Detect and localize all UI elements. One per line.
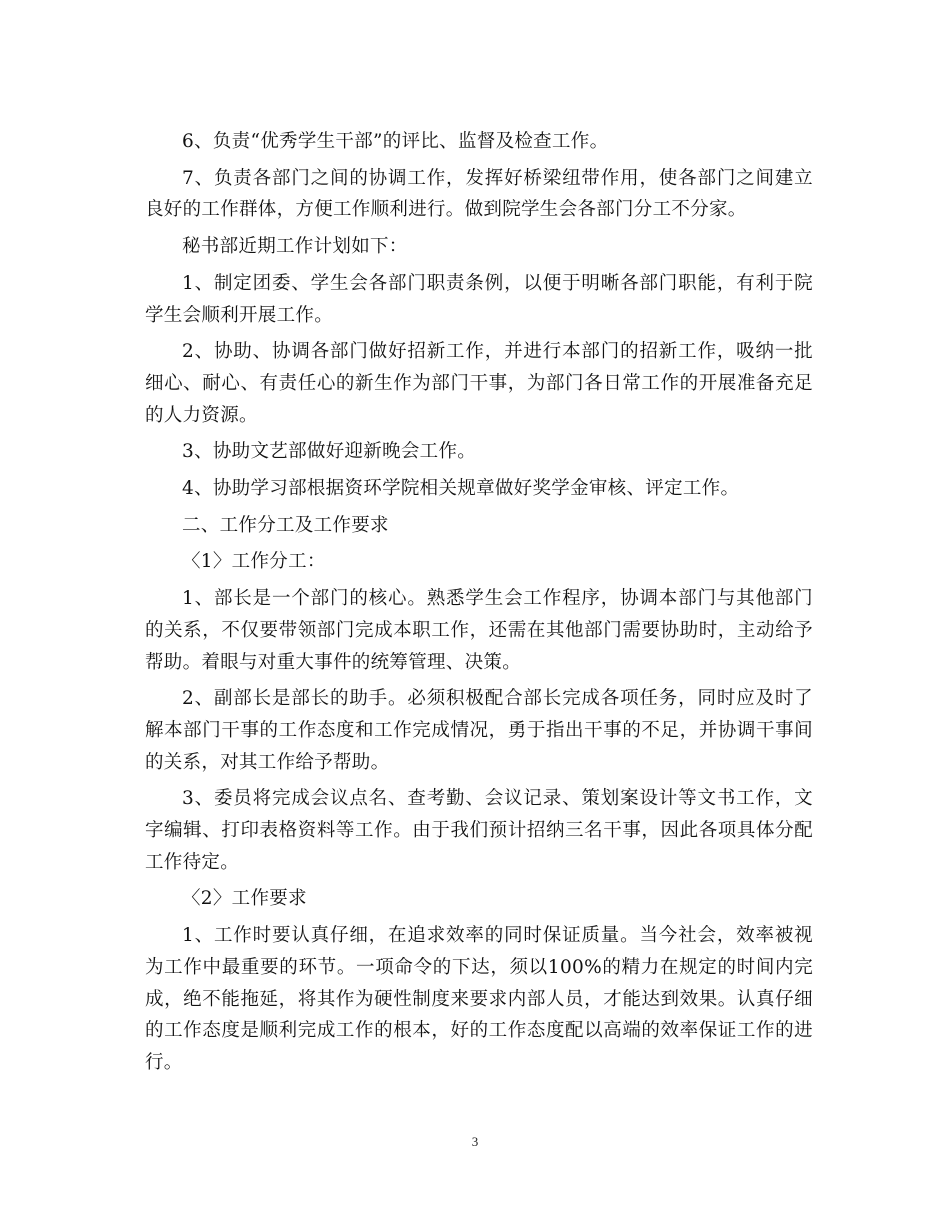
paragraph-plan-intro: 秘书部近期工作计划如下： (182, 236, 408, 258)
page-number: 3 (471, 1134, 479, 1149)
document-body (145, 126, 813, 1084)
paragraph-duty-6: 6、负责“优秀学生干部”的评比、监督及检查工作。 (182, 131, 609, 152)
subsection-heading-requirements: 〈2〉工作要求 (182, 888, 307, 910)
paragraph-plan-3: 3、协助文艺部做好迎新晚会工作。 (182, 441, 477, 463)
paragraph-plan-2: 2、协助、协调各部门做好招新工作，并进行本部门的招新工作，吸纳一批细心、耐心、有责任心的新生作为部门干事，为部门各日常工作的开展准备充足的人力资源。 (145, 341, 813, 426)
subsection-heading-division: 〈1〉工作分工： (182, 551, 326, 573)
section-heading-division: 二、工作分工及工作要求 (182, 514, 389, 536)
paragraph-role-minister: 1、部长是一个部门的核心。熟悉学生会工作程序，协调本部门与其他部门的关系，不仅要带领部门完成本职工作，还需在其他部门需要协助时，主动给予帮助。着眼与对重大事件的统筹管理、决策。 (145, 588, 813, 673)
paragraph-plan-4: 4、协助学习部根据资环学院相关规章做好奖学金审核、评定工作。 (182, 478, 740, 500)
paragraph-requirement-1: 1、工作时要认真仔细，在追求效率的同时保证质量。当今社会，效率被视为工作中最重要的环节。一项命令的下达，须以100%的精力在规定的时间内完成，绝不能拖延，将其作为硬性制度来要求内部人员，才能达到效果。认真仔细的工作态度是顺利完成工作的根本，好的工作态度配以高端的效率保证工作的进行。 (145, 925, 813, 1073)
paragraph-plan-1: 1、制定团委、学生会各部门职责条例，以便于明晰各部门职能，有利于院学生会顺利开展工作。 (145, 272, 813, 326)
paragraph-role-vice-minister: 2、副部长是部长的助手。必须积极配合部长完成各项任务，同时应及时了解本部门干事的工作态度和工作完成情况，勇于指出干事的不足，并协调干事间的关系，对其工作给予帮助。 (145, 688, 813, 773)
paragraph-duty-7: 7、负责各部门之间的协调工作，发挥好桥梁纽带作用，使各部门之间建立良好的工作群体，方便工作顺利进行。做到院学生会各部门分工不分家。 (145, 167, 813, 221)
paragraph-role-member: 3、委员将完成会议点名、查考勤、会议记录、策划案设计等文书工作，文字编辑、打印表格资料等工作。由于我们预计招纳三名干事，因此各项具体分配工作待定。 (145, 788, 813, 873)
